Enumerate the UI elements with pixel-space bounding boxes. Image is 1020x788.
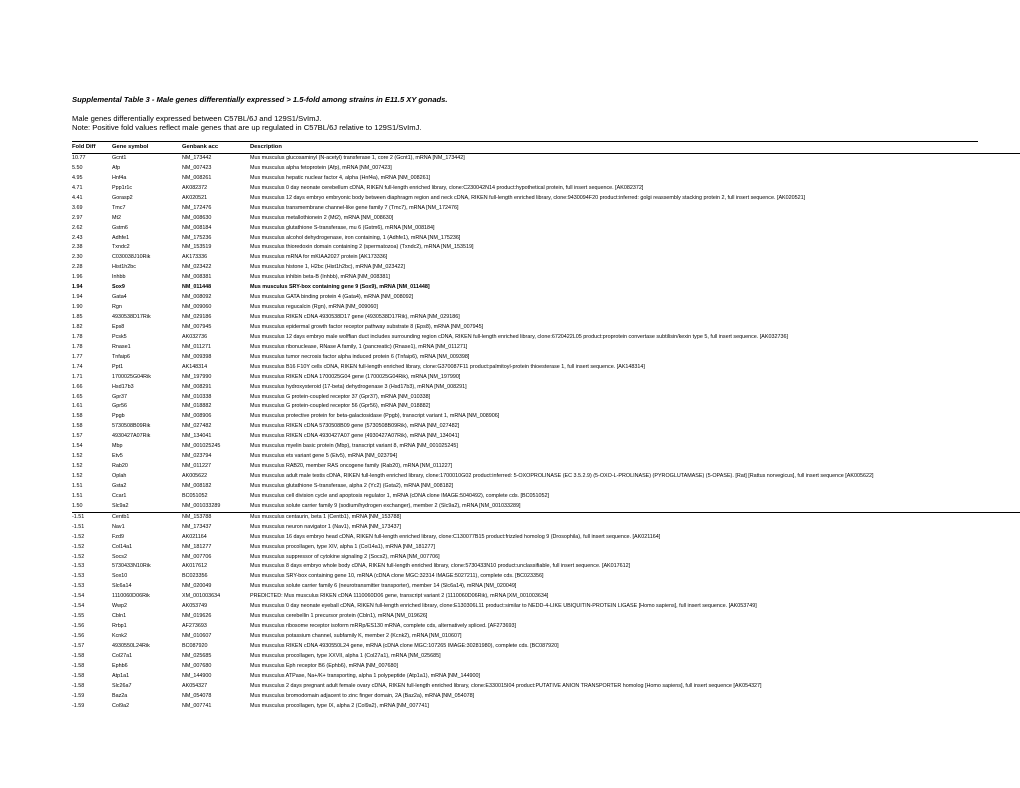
gene-symbol-cell: Eps8 <box>112 323 125 330</box>
table-row <box>72 313 1020 323</box>
genbank-acc-cell: NM_054078 <box>182 692 212 699</box>
fold-diff-cell: -1.56 <box>72 633 85 639</box>
genbank-acc-cell: NM_027482 <box>182 423 212 430</box>
genbank-acc-cell: AK020521 <box>182 194 208 201</box>
header-description: Description <box>250 144 282 150</box>
fold-diff-cell: 1.82 <box>72 323 83 330</box>
genbank-acc-cell: NM_023422 <box>182 264 212 271</box>
table-row <box>72 672 1020 682</box>
gene-symbol-cell: Ccar1 <box>112 492 127 499</box>
table-row <box>72 373 1020 383</box>
genbank-acc-cell: NM_134041 <box>182 433 212 440</box>
gene-symbol-cell: 1110060D06Rik <box>112 593 150 600</box>
table-row <box>72 174 1020 184</box>
fold-diff-cell: 4.71 <box>72 184 83 191</box>
table-row <box>72 523 1020 533</box>
description-cell: Mus musculus thioredoxin domain containing 2 (spermatozoa) (Txndc2), mRNA [NM_153519] <box>250 244 474 251</box>
description-cell: Mus musculus glutathione S-transferase, alpha 2 (Yc2) (Gsta2), mRNA [NM_008182] <box>250 482 454 489</box>
fold-diff-cell: -1.59 <box>72 702 85 709</box>
gene-symbol-cell: Hsd17b3 <box>112 383 134 390</box>
gene-symbol-cell: Wwp2 <box>112 603 127 610</box>
gene-symbol-cell: Oplah <box>112 473 127 479</box>
gene-symbol-cell: Sox10 <box>112 573 128 580</box>
table-row <box>72 622 1020 632</box>
genbank-acc-cell: NM_010338 <box>182 393 212 400</box>
genbank-acc-cell: AK005622 <box>182 473 208 479</box>
table-row <box>72 383 1020 393</box>
table-row <box>72 224 1020 234</box>
gene-symbol-cell: Inhbb <box>112 274 126 281</box>
genbank-acc-cell: AK054327 <box>182 682 208 689</box>
description-cell: Mus musculus RIKEN cDNA 1700025G04 gene (1700025G04Rik), mRNA [NM_197990] <box>250 373 461 380</box>
table-row <box>72 363 1020 373</box>
table-row <box>72 602 1020 612</box>
fold-diff-cell: 2.97 <box>72 214 83 221</box>
gene-symbol-cell: Slc9a2 <box>112 502 129 509</box>
table-row <box>72 592 1020 602</box>
fold-diff-cell: 1.66 <box>72 383 83 390</box>
genbank-acc-cell: NM_007945 <box>182 323 212 330</box>
description-cell: Mus musculus protective protein for beta-galactosidase (Ppgb), transcript variant 1, mRNA [NM_008906] <box>250 413 500 420</box>
fold-diff-cell: 1.58 <box>72 423 83 430</box>
table-row <box>72 702 1020 712</box>
genbank-acc-cell: NM_007680 <box>182 662 212 669</box>
description-cell: PREDICTED: Mus musculus RIKEN cDNA 1110060D06 gene, transcript variant 2 (1110060D06Rik), mRNA [XM_001003634] <box>250 593 549 600</box>
gene-symbol-cell: Atp1a1 <box>112 672 130 679</box>
table-row <box>72 184 1020 194</box>
description-cell: Mus musculus RIKEN cDNA 4930427A07 gene (4930427A07Rik), mRNA [NM_134041] <box>250 433 460 440</box>
genbank-acc-cell: NM_018882 <box>182 403 212 410</box>
genbank-acc-cell: AK053749 <box>182 603 208 610</box>
description-cell: Mus musculus solute carrier family 9 (sodium/hydrogen exchanger), member 2 (Slc9a2), mRNA [NM_001033289] <box>250 502 521 509</box>
genbank-acc-cell: NM_029186 <box>182 314 212 320</box>
header-fold-diff: Fold Diff <box>72 144 96 150</box>
genbank-acc-cell: NM_181277 <box>182 543 212 550</box>
genbank-acc-cell: NM_011227 <box>182 463 211 470</box>
fold-diff-cell: 2.62 <box>72 224 83 231</box>
table-row <box>72 154 1020 164</box>
fold-diff-cell: 1.52 <box>72 453 83 460</box>
description-cell: Mus musculus Eph receptor B6 (Ephb6), mRNA [NM_007680] <box>250 662 399 669</box>
description-cell: Mus musculus cerebellin 1 precursor protein (Cbln1), mRNA [NM_019626] <box>250 613 428 620</box>
gene-symbol-cell: Etv5 <box>112 453 123 460</box>
gene-symbol-cell: Gpr56 <box>112 403 127 410</box>
table-row <box>72 492 1020 502</box>
fold-diff-cell: -1.58 <box>72 682 85 689</box>
description-cell: Mus musculus procollagen, type XIV, alpha 1 (Col14a1), mRNA [NM_181277] <box>250 543 435 550</box>
table-row <box>72 234 1020 244</box>
description-cell: Mus musculus inhibin beta-B (Inhbb), mRNA [NM_008381] <box>250 274 390 281</box>
fold-diff-cell: 1.78 <box>72 333 83 340</box>
genbank-acc-cell: BC023356 <box>182 573 208 580</box>
gene-symbol-cell: Ppt1 <box>112 363 124 370</box>
genbank-acc-cell: AK021164 <box>182 533 207 540</box>
gene-symbol-cell: Fzd9 <box>112 533 124 540</box>
table-row <box>72 652 1020 662</box>
fold-diff-cell: 4.41 <box>72 194 83 201</box>
gene-symbol-cell: Gpr37 <box>112 393 127 400</box>
fold-diff-cell: 3.69 <box>72 204 83 211</box>
gene-symbol-cell: Afp <box>112 164 121 171</box>
table-row <box>72 253 1020 263</box>
table-row <box>72 412 1020 422</box>
description-cell: Mus musculus RIKEN cDNA 4930550L24 gene, mRNA (cDNA clone MGC:107265 IMAGE:30281980), complete cds. [BC087920] <box>250 642 559 649</box>
table-row <box>72 333 1020 343</box>
gene-symbol-cell: 5730433N10Rik <box>112 563 151 570</box>
genbank-acc-cell: NM_008261 <box>182 174 212 181</box>
fold-diff-cell: -1.51 <box>72 513 85 520</box>
fold-diff-cell: 5.50 <box>72 164 83 171</box>
genbank-acc-cell: NM_008381 <box>182 274 212 281</box>
genbank-acc-cell: NM_008291 <box>182 383 212 390</box>
gene-symbol-cell: Pcsk5 <box>112 333 127 340</box>
table-row <box>72 472 1020 482</box>
gene-symbol-cell: Rgn <box>112 304 122 311</box>
gene-symbol-cell: 4930427A07Rik <box>112 433 151 440</box>
fold-diff-cell: 1.94 <box>72 284 83 291</box>
gene-symbol-cell: 4930538D17Rik <box>112 314 151 320</box>
fold-diff-cell: -1.52 <box>72 533 85 540</box>
fold-diff-cell: 1.85 <box>72 314 83 320</box>
description-cell: Mus musculus 0 day neonate eyeball cDNA, RIKEN full-length enriched library, clone:E130306L11 product:similar to NEDD-4-LIKE UBIQUITIN-PROTEIN LIGASE [Homo sapiens], full insert sequence. [AK053749] <box>250 603 757 610</box>
table-row <box>72 682 1020 692</box>
description-cell: Mus musculus tumor necrosis factor alpha induced protein 6 (Tnfaip6), mRNA [NM_009398] <box>250 353 470 360</box>
table-row <box>72 533 1020 543</box>
genbank-acc-cell: AK173336 <box>182 254 208 261</box>
description-cell: Mus musculus G protein-coupled receptor 56 (Gpr56), mRNA [NM_018882] <box>250 403 431 410</box>
description-cell: Mus musculus GATA binding protein 4 (Gata4), mRNA [NM_008092] <box>250 294 414 301</box>
description-cell: Mus musculus potassium channel, subfamily K, member 2 (Kcnk2), mRNA [NM_010607] <box>250 633 462 639</box>
genbank-acc-cell: NM_173442 <box>182 155 212 161</box>
fold-diff-cell: 2.28 <box>72 264 83 271</box>
description-cell: Mus musculus RAB20, member RAS oncogene family (Rab20), mRNA [NM_011227] <box>250 463 453 470</box>
description-cell: Mus musculus ets variant gene 5 (Etv5), mRNA [NM_023794] <box>250 453 398 460</box>
genbank-acc-cell: XM_001003634 <box>182 593 221 600</box>
table-row <box>72 482 1020 492</box>
gene-symbol-cell: Rab20 <box>112 463 128 470</box>
description-cell: Mus musculus bromodomain adjacent to zinc finger domain, 2A (Baz2a), mRNA [NM_054078] <box>250 692 475 699</box>
genbank-acc-cell: NM_153519 <box>182 244 212 251</box>
gene-symbol-cell: Ephb6 <box>112 662 128 669</box>
description-cell: Mus musculus histone 1, H2bc (Hist1h2bc), mRNA [NM_023422] <box>250 264 405 271</box>
genbank-acc-cell: NM_011271 <box>182 343 211 350</box>
table-row <box>72 572 1020 582</box>
fold-diff-cell: -1.55 <box>72 613 85 620</box>
fold-diff-cell: 1.78 <box>72 343 83 350</box>
description-cell: Mus musculus adult male testis cDNA, RIKEN full-length enriched library, clone:1700010G02 product:inferred: 5-OXOPROLINASE (EC 3.5.2.9) (5-OXO-L-PROLINASE) (PYROGLUTAMASE) (5-OPASE). [Rat] [Rattus norvegicus], full insert sequence [AK005622] <box>250 473 874 479</box>
genbank-acc-cell: BC087920 <box>182 642 208 649</box>
gene-symbol-cell: Hist1h2bc <box>112 264 136 271</box>
gene-symbol-cell: Ppgb <box>112 413 125 420</box>
table-row <box>72 393 1020 403</box>
description-cell: Mus musculus 8 days embryo whole body cDNA, RIKEN full-length enriched library, clone:5730433N10 product:unclassifiable, full insert sequence. [AK017612] <box>250 563 631 570</box>
table-note: Note: Positive fold values reflect male genes that are up regulated in C57BL/6J relative to 129S1/SvImJ. <box>72 123 422 132</box>
fold-diff-cell: -1.54 <box>72 603 85 610</box>
description-cell: Mus musculus RIKEN cDNA 4930538D17 gene (4930538D17Rik), mRNA [NM_029186] <box>250 314 460 320</box>
description-cell: Mus musculus regucalcin (Rgn), mRNA [NM_009060] <box>250 304 378 311</box>
table-row <box>72 402 1020 412</box>
gene-symbol-cell: Tmc7 <box>112 204 126 211</box>
gene-symbol-cell: Centb1 <box>112 513 130 520</box>
description-cell: Mus musculus 2 days pregnant adult female ovary cDNA, RIKEN full-length enriched library, clone:E330015I04 product:PUTATIVE ANION TRANSPORTER homolog [Homo sapiens], full insert sequence [AK054327] <box>250 682 762 689</box>
description-cell: Mus musculus mRNA for mKIAA2027 protein [AK173336] <box>250 254 388 261</box>
description-cell: Mus musculus alcohol dehydrogenase, iron containing, 1 (Adhfe1), mRNA [NM_175236] <box>250 234 461 241</box>
genbank-acc-cell: NM_001033289 <box>182 502 221 509</box>
description-cell: Mus musculus hepatic nuclear factor 4, alpha (Hnf4a), mRNA [NM_008261] <box>250 174 431 181</box>
table-row <box>72 243 1020 253</box>
fold-diff-cell: 1.90 <box>72 304 83 311</box>
fold-diff-cell: 1.54 <box>72 443 83 450</box>
gene-symbol-cell: Kcnk2 <box>112 633 127 639</box>
gene-symbol-cell: Col27a1 <box>112 652 133 659</box>
description-cell: Mus musculus SRY-box containing gene 10, mRNA (cDNA clone MGC:32314 IMAGE:5027211), complete cds. [BC023356] <box>250 573 544 580</box>
genbank-acc-cell: AK148314 <box>182 363 208 370</box>
genbank-acc-cell: NM_023794 <box>182 453 212 460</box>
genbank-acc-cell: NM_001025245 <box>182 443 221 450</box>
fold-diff-cell: 1.52 <box>72 463 83 470</box>
fold-diff-cell: -1.51 <box>72 523 85 530</box>
gene-symbol-cell: 5730508B09Rik <box>112 423 151 430</box>
genbank-acc-cell: NM_007423 <box>182 164 212 171</box>
fold-diff-cell: 1.77 <box>72 353 83 360</box>
fold-diff-cell: 1.50 <box>72 502 83 509</box>
description-cell: Mus musculus ATPase, Na+/K+ transporting, alpha 1 polypeptide (Atp1a1), mRNA [NM_144900] <box>250 672 481 679</box>
description-cell: Mus musculus alpha fetoprotein (Afp), mRNA [NM_007423] <box>250 164 392 171</box>
fold-diff-cell: 1.71 <box>72 373 83 380</box>
fold-diff-cell: -1.53 <box>72 573 85 580</box>
gene-symbol-cell: Slc26a7 <box>112 682 132 689</box>
fold-diff-cell: 1.51 <box>72 482 83 489</box>
gene-symbol-cell: Slc6a14 <box>112 583 132 590</box>
table-row <box>72 502 1020 513</box>
table-row <box>72 263 1020 273</box>
table-title: Supplemental Table 3 - Male genes differentially expressed > 1.5-fold among strains in E11.5 XY gonads. <box>72 95 448 104</box>
description-cell: Mus musculus 0 day neonate cerebellum cDNA, RIKEN full-length enriched library, clone:C230042N14 product:hypothetical protein, full insert sequence. [AK082372] <box>250 184 644 191</box>
table-row <box>72 632 1020 642</box>
gene-symbol-cell: Col14a1 <box>112 543 133 550</box>
description-cell: Mus musculus procollagen, type XXVII, alpha 1 (Col27a1), mRNA [NM_025685] <box>250 652 441 659</box>
table-row <box>72 642 1020 652</box>
genbank-acc-cell: BC051052 <box>182 492 208 499</box>
description-cell: Mus musculus hydroxysteroid (17-beta) dehydrogenase 3 (Hsd17b3), mRNA [NM_008291] <box>250 383 467 390</box>
description-cell: Mus musculus ribonuclease, RNase A family, 1 (pancreatic) (Rnase1), mRNA [NM_011271] <box>250 343 468 350</box>
genbank-acc-cell: NM_008184 <box>182 224 212 231</box>
gene-symbol-cell: Ppp1r1c <box>112 184 133 191</box>
fold-diff-cell: -1.59 <box>72 692 85 699</box>
fold-diff-cell: -1.53 <box>72 563 85 570</box>
genbank-acc-cell: NM_175236 <box>182 234 212 241</box>
gene-symbol-cell: Gorasp2 <box>112 194 133 201</box>
fold-diff-cell: 1.58 <box>72 413 83 420</box>
genbank-acc-cell: NM_008182 <box>182 482 212 489</box>
gene-symbol-cell: C030038J10Rik <box>112 254 151 261</box>
description-cell: Mus musculus suppressor of cytokine signaling 2 (Socs2), mRNA [NM_007706] <box>250 553 440 560</box>
gene-symbol-cell: Baz2a <box>112 692 128 699</box>
header-gene-symbol: Gene symbol <box>112 144 149 150</box>
genbank-acc-cell: NM_172476 <box>182 204 212 211</box>
table-row <box>72 692 1020 702</box>
description-cell: Mus musculus metallothionein 2 (Mt2), mRNA [NM_008630] <box>250 214 394 221</box>
table-body <box>72 154 1020 712</box>
table-row <box>72 293 1020 303</box>
fold-diff-cell: -1.54 <box>72 593 85 600</box>
fold-diff-cell: -1.57 <box>72 642 85 649</box>
table-row <box>72 442 1020 452</box>
genbank-acc-cell: NM_173437 <box>182 523 212 530</box>
gene-symbol-cell: Cbln1 <box>112 613 127 620</box>
genbank-acc-cell: NM_007706 <box>182 553 212 560</box>
table-row <box>72 303 1020 313</box>
description-cell: Mus musculus 12 days embryo embryonic body between diaphragm region and neck cDNA, RIKEN full-length enriched library, clone:9430094F20 product:inferred: golgi reassembly stacking protein 2, full insert sequence. [AK020521] <box>250 194 806 201</box>
fold-diff-cell: 10.77 <box>72 155 86 161</box>
gene-table <box>72 141 1020 712</box>
description-cell: Mus musculus 16 days embryo head cDNA, RIKEN full-length enriched library, clone:C130077B15 product:frizzled homolog 9 (Drosophila), full insert sequence. [AK021164] <box>250 533 661 540</box>
gene-symbol-cell: Gcnt1 <box>112 155 127 161</box>
genbank-acc-cell: NM_009398 <box>182 353 212 360</box>
description-cell: Mus musculus epidermal growth factor receptor pathway substrate 8 (Eps8), mRNA [NM_007945] <box>250 323 484 330</box>
table-row <box>72 214 1020 224</box>
description-cell: Mus musculus transmembrane channel-like gene family 7 (Tmc7), mRNA [NM_172476] <box>250 204 459 211</box>
genbank-acc-cell: NM_025685 <box>182 652 212 659</box>
fold-diff-cell: -1.52 <box>72 543 85 550</box>
gene-symbol-cell: Tnfaip6 <box>112 353 130 360</box>
fold-diff-cell: 1.57 <box>72 433 83 440</box>
table-row <box>72 194 1020 204</box>
fold-diff-cell: 2.38 <box>72 244 83 251</box>
table-row <box>72 273 1020 283</box>
table-row <box>72 432 1020 442</box>
table-row <box>72 283 1020 293</box>
table-row <box>72 553 1020 563</box>
description-cell: Mus musculus ribosome receptor isoform mRRp/ES130 mRNA, complete cds, alternatively spliced. [AF273693] <box>250 623 517 630</box>
fold-diff-cell: -1.58 <box>72 662 85 669</box>
genbank-acc-cell: NM_008092 <box>182 294 212 301</box>
table-row <box>72 543 1020 553</box>
gene-symbol-cell: Adhfe1 <box>112 234 130 241</box>
fold-diff-cell: -1.56 <box>72 623 85 630</box>
gene-symbol-cell: Sox9 <box>112 284 125 291</box>
description-cell: Mus musculus G protein-coupled receptor 37 (Gpr37), mRNA [NM_010338] <box>250 393 431 400</box>
fold-diff-cell: 2.43 <box>72 234 83 241</box>
gene-symbol-cell: 1700025G04Rik <box>112 373 151 380</box>
gene-symbol-cell: Rrbp1 <box>112 623 127 630</box>
gene-symbol-cell: Hnf4a <box>112 174 127 181</box>
table-row <box>72 422 1020 432</box>
genbank-acc-cell: NM_197990 <box>182 373 212 380</box>
genbank-acc-cell: NM_019626 <box>182 613 212 620</box>
genbank-acc-cell: NM_020049 <box>182 583 212 590</box>
fold-diff-cell: 2.30 <box>72 254 83 261</box>
fold-diff-cell: 4.95 <box>72 174 83 181</box>
description-cell: Mus musculus 12 days embryo male wolffian duct includes surrounding region cDNA, RIKEN full-length enriched library, clone:6720422L05 product:proprotein convertase subtilisin/kexin type 5, full insert sequence. [AK032736] <box>250 333 788 340</box>
description-cell: Mus musculus glucosaminyl (N-acetyl) transferase 1, core 2 (Gcnt1), mRNA [NM_173442] <box>250 155 465 161</box>
gene-symbol-cell: Mbp <box>112 443 123 450</box>
description-cell: Mus musculus centaurin, beta 1 (Centb1), mRNA [NM_153788] <box>250 513 402 520</box>
description-cell: Mus musculus RIKEN cDNA 5730508B09 gene (5730508B09Rik), mRNA [NM_027482] <box>250 423 460 430</box>
fold-diff-cell: -1.58 <box>72 652 85 659</box>
genbank-acc-cell: AK017612 <box>182 563 208 570</box>
table-subtitle: Male genes differentially expressed between C57BL/6J and 129S1/SvImJ. <box>72 114 322 123</box>
genbank-acc-cell: NM_010607 <box>182 633 212 639</box>
description-cell: Mus musculus cell division cycle and apoptosis regulator 1, mRNA (cDNA clone IMAGE:5040492), complete cds. [BC051052] <box>250 492 550 499</box>
fold-diff-cell: 1.51 <box>72 492 83 499</box>
table-row <box>72 164 1020 174</box>
fold-diff-cell: -1.52 <box>72 553 85 560</box>
table-row <box>72 582 1020 592</box>
genbank-acc-cell: AK082372 <box>182 184 208 191</box>
description-cell: Mus musculus procollagen, type IX, alpha 2 (Col9a2), mRNA [NM_007741] <box>250 702 429 709</box>
table-row <box>72 343 1020 353</box>
gene-symbol-cell: 4930550L24Rik <box>112 642 150 649</box>
description-cell: Mus musculus SRY-box containing gene 9 (Sox9), mRNA [NM_011448] <box>250 284 430 291</box>
fold-diff-cell: -1.58 <box>72 672 85 679</box>
fold-diff-cell: 1.65 <box>72 393 83 400</box>
table-row <box>72 323 1020 333</box>
table-row <box>72 353 1020 363</box>
gene-symbol-cell: Txndc2 <box>112 244 130 251</box>
gene-symbol-cell: Nav1 <box>112 523 125 530</box>
header-genbank-acc: Genbank acc <box>182 144 219 150</box>
gene-symbol-cell: Gsta2 <box>112 482 127 489</box>
fold-diff-cell: 1.96 <box>72 274 83 281</box>
genbank-acc-cell: NM_011448 <box>182 284 212 291</box>
genbank-acc-cell: NM_008906 <box>182 413 212 420</box>
description-cell: Mus musculus solute carrier family 6 (neurotransmitter transporter), member 14 (Slc6a14), mRNA [NM_020049] <box>250 583 517 590</box>
table-row <box>72 612 1020 622</box>
description-cell: Mus musculus B16 F10Y cells cDNA, RIKEN full-length enriched library, clone:G370087F11 product:palmitoyl-protein thioesterase 1, full insert sequence. [AK148314] <box>250 363 645 370</box>
genbank-acc-cell: NM_009060 <box>182 304 212 311</box>
description-cell: Mus musculus myelin basic protein (Mbp), transcript variant 8, mRNA [NM_001025245] <box>250 443 458 450</box>
gene-symbol-cell: Gata4 <box>112 294 127 301</box>
fold-diff-cell: 1.61 <box>72 403 83 410</box>
table-row <box>72 513 1020 523</box>
genbank-acc-cell: NM_144900 <box>182 672 212 679</box>
description-cell: Mus musculus neuron navigator 1 (Nav1), mRNA [NM_173437] <box>250 523 402 530</box>
genbank-acc-cell: AF273693 <box>182 623 207 630</box>
fold-diff-cell: 1.52 <box>72 473 83 479</box>
table-header-row <box>72 142 1020 154</box>
gene-symbol-cell: Socs2 <box>112 553 127 560</box>
gene-symbol-cell: Col9a2 <box>112 702 130 709</box>
gene-symbol-cell: Rnase1 <box>112 343 131 350</box>
table-row <box>72 662 1020 672</box>
gene-symbol-cell: Gstm6 <box>112 224 128 231</box>
description-cell: Mus musculus glutathione S-transferase, mu 6 (Gstm6), mRNA [NM_008184] <box>250 224 435 231</box>
gene-symbol-cell: Mt2 <box>112 214 121 221</box>
genbank-acc-cell: NM_153788 <box>182 513 212 520</box>
table-row <box>72 204 1020 214</box>
table-row <box>72 562 1020 572</box>
fold-diff-cell: 1.94 <box>72 294 83 301</box>
fold-diff-cell: 1.74 <box>72 363 83 370</box>
genbank-acc-cell: AK032736 <box>182 333 208 340</box>
table-row <box>72 452 1020 462</box>
genbank-acc-cell: NM_007741 <box>182 702 212 709</box>
fold-diff-cell: -1.53 <box>72 583 85 590</box>
table-row <box>72 462 1020 472</box>
genbank-acc-cell: NM_008630 <box>182 214 212 221</box>
